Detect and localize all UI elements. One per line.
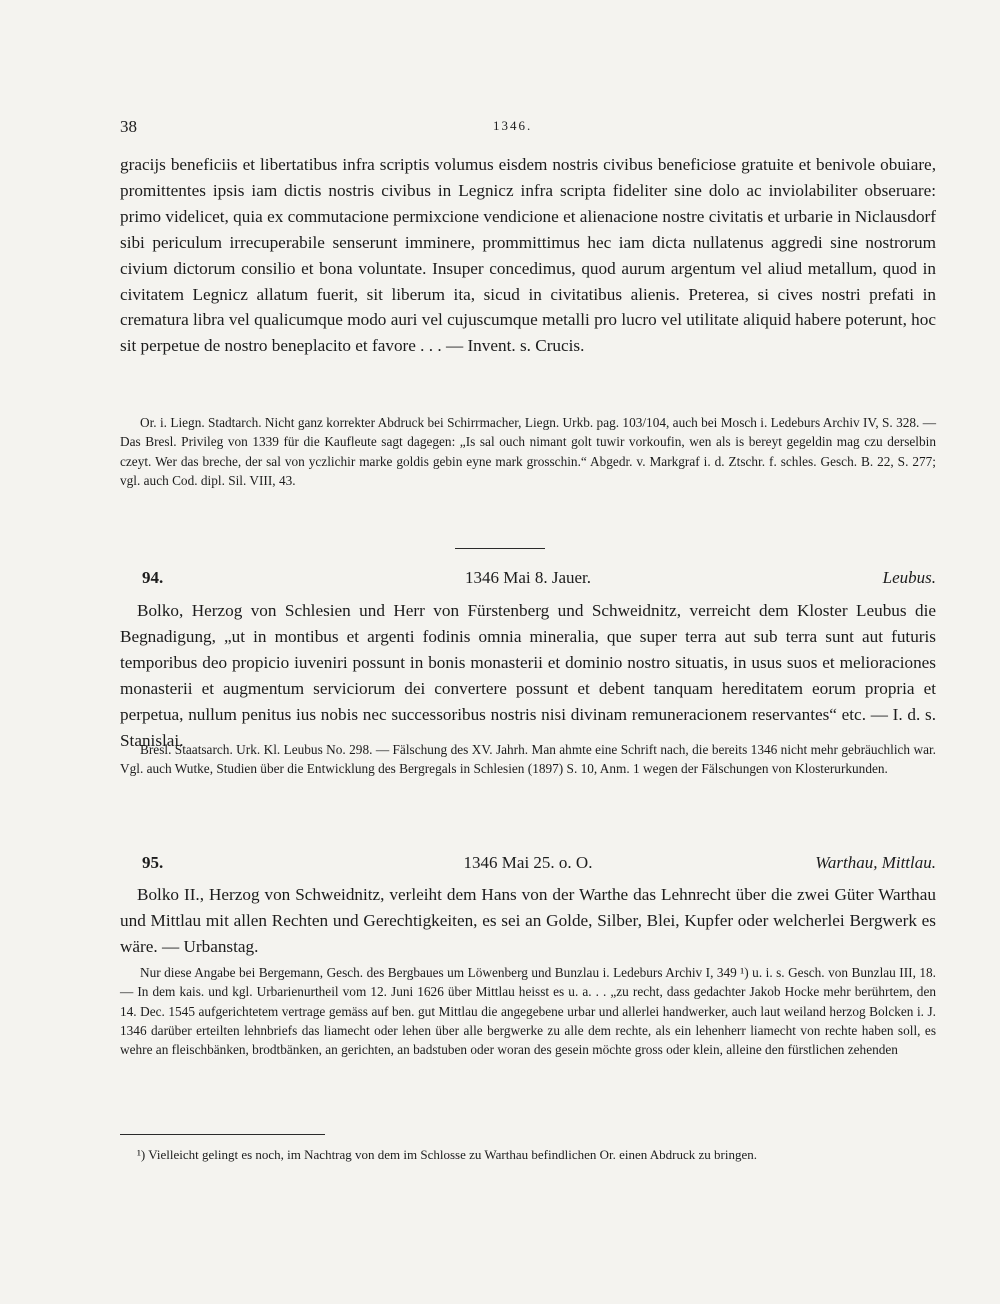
entry-94-body: Bolko, Herzog von Schlesien und Herr von Fürstenberg und Schweidnitz, verreicht dem Kloster Leubus die Begnadigung, „ut in montibus et argenti fodinis omnia mineralia, que super terra aut sub terra sunt aut futuris temporibus deo propicio iuveniri possunt in bonis monasterii et dominio nostro situatis, in usus suos et melioraciones monasterii et augmentum serviciorum dei convertere possunt et debent tanquam hereditatem eorum propria et perpetua, nullum penitus ius nobis nec successoribus nostris nisi divinam remuneracionem reservantes“ etc. — I. d. s. Stanislai. bbox=[120, 601, 936, 750]
running-head-year: 1346. bbox=[493, 118, 533, 133]
entry-95-place: Warthau, Mittlau. bbox=[815, 853, 936, 872]
page-header bbox=[120, 117, 936, 139]
entry-94-place: Leubus. bbox=[882, 568, 936, 587]
entry-95-date: 1346 Mai 25. o. O. bbox=[463, 853, 593, 872]
entry-94-number: 94. bbox=[142, 568, 164, 587]
section-divider bbox=[455, 548, 545, 549]
page-number: 38 bbox=[120, 117, 137, 136]
entry-95-heading bbox=[120, 853, 936, 877]
section-continuation-body: gracijs beneficiis et libertatibus infra scriptis volumus eisdem nostris civibus beneficiose gratuite et benivole obuiare, promittentes ipsis iam dictis nostris civibus in Legnicz infra scripta fideliter sine dolo ac inviolabiliter obseruare: primo videlicet, quia ex commutacione permixcione vendicione et alienacione nostre civitatis et urbarie in Niclausdorf sibi periculum irrecuperabile senserunt imminere, prommittimus hec iam dicta nullatenus aggredi sine nostrorum civium dictorum consilio et bona voluntate. Insuper concedimus, quod aurum argentum vel aliud metallum, quod in civitatem Legnicz allatum fuerit, sit liberum ita, sicud in civitatibus alienis. Preterea, si cives nostri prefati in crematura libra vel qualicumque modo auri vel cujuscumque metalli pro lucro vel utilitate aliquid habere poterunt, hoc sit perpetue de nostro beneplacito et favore . . . — Invent. s. Crucis. bbox=[120, 155, 936, 356]
entry-95-number: 95. bbox=[142, 853, 164, 872]
entry-94-note: Bresl. Staatsarch. Urk. Kl. Leubus No. 298. — Fälschung des XV. Jahrh. Man ahmte eine Schrift nach, die bereits 1346 nicht mehr gebräuchlich war. Vgl. auch Wutke, Studien über die Entwicklung des Bergregals in Schlesien (1897) S. 10, Anm. 1 wegen der Fälschungen von Klosterurkunden. bbox=[120, 742, 936, 777]
entry-94-date: 1346 Mai 8. Jauer. bbox=[464, 568, 592, 587]
entry-95-body: Bolko II., Herzog von Schweidnitz, verleiht dem Hans von der Warthe das Lehnrecht über die zwei Güter Warthau und Mittlau mit allen Rechten und Gerechtigkeiten, es sei an Golde, Silber, Blei, Kupfer oder welcherlei Bergwerk es wäre. — Urbanstag. bbox=[120, 885, 936, 956]
entry-94-heading bbox=[120, 568, 936, 592]
section-continuation-note: Or. i. Liegn. Stadtarch. Nicht ganz korrekter Abdruck bei Schirrmacher, Liegn. Urkb. pag. 103/104, auch bei Mosch i. Ledeburs Archiv IV, S. 328. — Das Bresl. Privileg von 1339 für die Kaufleute sagt dagegen: „Is sal ouch nimant golt tuwir vorkoufin, wen als is bereyt gegeldin mag czu derselbin czeyt. Wer das breche, der sal von yczlichir marke goldis gebin eyne mark grosschin.“ Abgedr. v. Markgraf i. d. Ztschr. f. schles. Gesch. B. 22, S. 277; vgl. auch Cod. dipl. Sil. VIII, 43. bbox=[120, 415, 936, 488]
footnote-rule bbox=[120, 1134, 325, 1135]
entry-95-note: Nur diese Angabe bei Bergemann, Gesch. des Bergbaues um Löwenberg und Bunzlau i. Ledeburs Archiv I, 349 ¹) u. i. s. Gesch. von Bunzlau III, 18. — In dem kais. und kgl. Urbarienurtheil vom 12. Juni 1626 über Mittlau heisst es u. a. . . „zu recht, dass gedachter Jakob Hocke mehr berührtem, den 14. Dec. 1545 aufgerichtetem vertrage gemäss auf ben. gut Mittlau die angegebene urbar und allerlei handwerker, auch laut weiland herzog Bolcken i. J. 1346 darüber erteilten lehnbriefs das liamecht oder lehen über alle bergwerke zu alle dem rechte, als ein lehenherr liamecht von rechte haben soll, es wehre an fleischbänken, brodtbänken, an gerichten, an badstuben oder woran des gesein möchte gross oder klein, alleine den fürstlichen zehenden bbox=[120, 965, 936, 1058]
footnote: ¹) Vielleicht gelingt es noch, im Nachtrag von dem im Schlosse zu Warthau befindlichen Or. einen Abdruck zu bringen. bbox=[137, 1147, 758, 1162]
